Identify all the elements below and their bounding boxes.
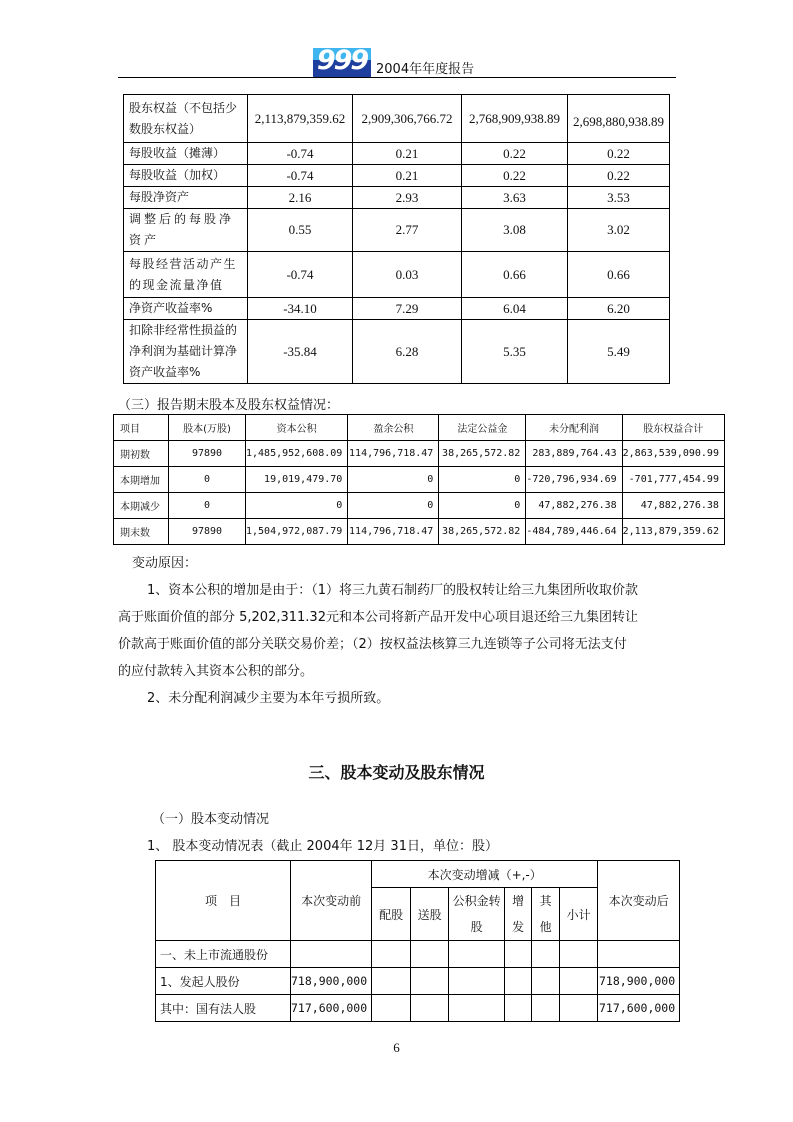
table-caption: 1、 股本变动情况表（截止 2004年 12月 31日，单位：股） — [147, 839, 498, 854]
table-row: 股东权益（不包括少数股东权益） 2,113,879,359.62 2,909,306,766.72 2,768,909,938.89 2,698,880,938.89 — [124, 95, 670, 143]
report-title: 2004年年度报告 — [376, 62, 475, 77]
table-subheader-row: 配股 送股 公积金转股 增发 其他 小计 — [156, 888, 680, 941]
page-number: 6 — [393, 1040, 400, 1055]
table-row: 每股收益（摊薄） -0.74 0.21 0.22 0.22 — [124, 143, 670, 165]
table-row: 本期增加 0 19,019,479.70 0 0 -720,796,934.69 -701,777,454.99 — [114, 467, 725, 493]
table-header-row: 项目 股本(万股) 资本公积 盈余公积 法定公益金 未分配利润 股东权益合计 — [114, 415, 725, 441]
table-row: 期初数 97890 1,485,952,608.09 114,796,718.47 38,265,572.82 283,889,764.43 2,863,539,090.99 — [114, 441, 725, 467]
table-row: 净资产收益率% -34.10 7.29 6.04 6.20 — [124, 298, 670, 320]
equity-section-title: （三）报告期末股本及股东权益情况： — [118, 398, 340, 413]
reason-2: 2、未分配利润减少主要为本年亏损所致。 — [147, 691, 390, 706]
financial-indicators-table — [123, 94, 670, 384]
reasons-heading: 变动原因： — [132, 556, 198, 571]
reason-1-line-3: 价款高于账面价值的部分关联交易价差；（2）按权益法核算三九连锁等子公司将无法支付 — [118, 637, 627, 652]
header-divider — [118, 77, 676, 78]
share-change-table — [155, 860, 680, 1022]
reason-1-line-2: 高于账面价值的部分 5,202,311.32元和本公司将新产品开发中心项目退还给三九集团转让 — [118, 610, 638, 625]
table-row: 调整后的每股净资产 0.55 2.77 3.08 3.02 — [124, 209, 670, 252]
table-row: 其中：国有法人股 717,600,000 717,600,000 — [156, 995, 680, 1022]
equity-table — [113, 414, 725, 545]
reason-1-line-4: 的应付款转入其资本公积的部分。 — [118, 664, 314, 679]
table-row: 每股净资产 2.16 2.93 3.63 3.53 — [124, 187, 670, 209]
table-header-row: 项 目 本次变动前 本次变动增减（+,-） 本次变动后 — [156, 861, 680, 888]
table-row: 期末数 97890 1,504,972,087.79 114,796,718.47 38,265,572.82 -484,789,446.64 2,113,879,359.62 — [114, 519, 725, 545]
section-title: 三、股本变动及股东情况 — [308, 763, 485, 782]
table-row: 本期减少 0 0 0 0 47,882,276.38 47,882,276.38 — [114, 493, 725, 519]
table-row: 扣除非经常性损益的净利润为基础计算净资产收益率% -35.84 6.28 5.35 5.49 — [124, 320, 670, 384]
reason-1-line-1: 1、资本公积的增加是由于：（1）将三九黄石制药厂的股权转让给三九集团所收取价款 — [147, 583, 639, 598]
company-logo: 999 — [313, 48, 371, 77]
table-row: 1、发起人股份 718,900,000 718,900,000 — [156, 968, 680, 995]
table-row: 每股收益（加权） -0.74 0.21 0.22 0.22 — [124, 165, 670, 187]
section-subtitle: （一）股本变动情况 — [152, 812, 270, 827]
table-row: 每股经营活动产生的现金流量净值 -0.74 0.03 0.66 0.66 — [124, 252, 670, 298]
table-row: 一、未上市流通股份 — [156, 941, 680, 968]
